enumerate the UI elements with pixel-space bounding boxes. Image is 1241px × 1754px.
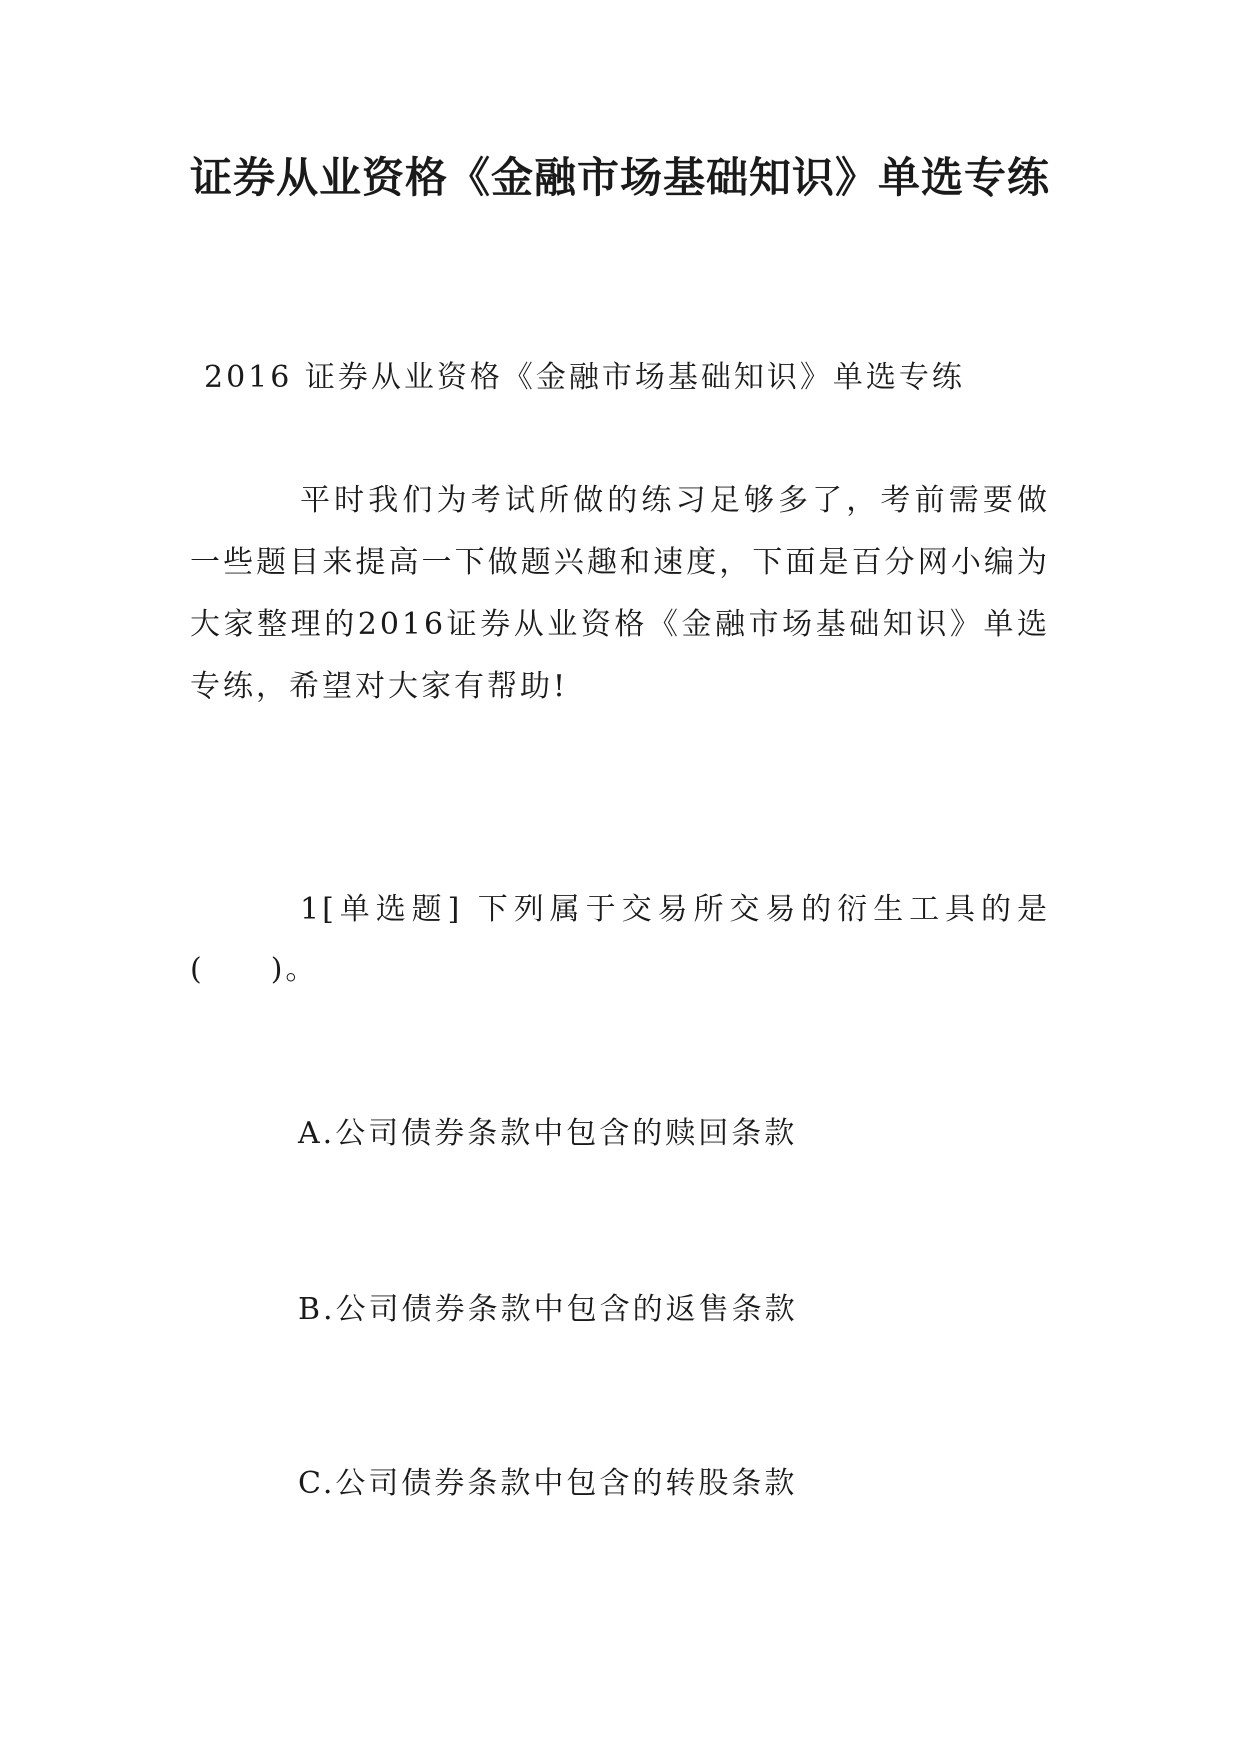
option-c: C.公司债券条款中包含的转股条款 [298,1466,798,1501]
question-stem: 1[单选题] 下列属于交易所交易的衍生工具的是( )。 [190,892,1050,987]
option-a: A.公司债券条款中包含的赎回条款 [298,1116,798,1151]
option-b: B.公司债券条款中包含的返售条款 [298,1292,798,1327]
document-title: 证券从业资格《金融市场基础知识》单选专练 [189,153,1050,202]
document-subtitle: 2016 证券从业资格《金融市场基础知识》单选专练 [204,360,965,395]
intro-paragraph: 平时我们为考试所做的练习足够多了，考前需要做一些题目来提高一下做题兴趣和速度，下面是百分网小编为大家整理的2016证券从业资格《金融市场基础知识》单选专练，希望对大家有帮助! [190,483,1050,704]
